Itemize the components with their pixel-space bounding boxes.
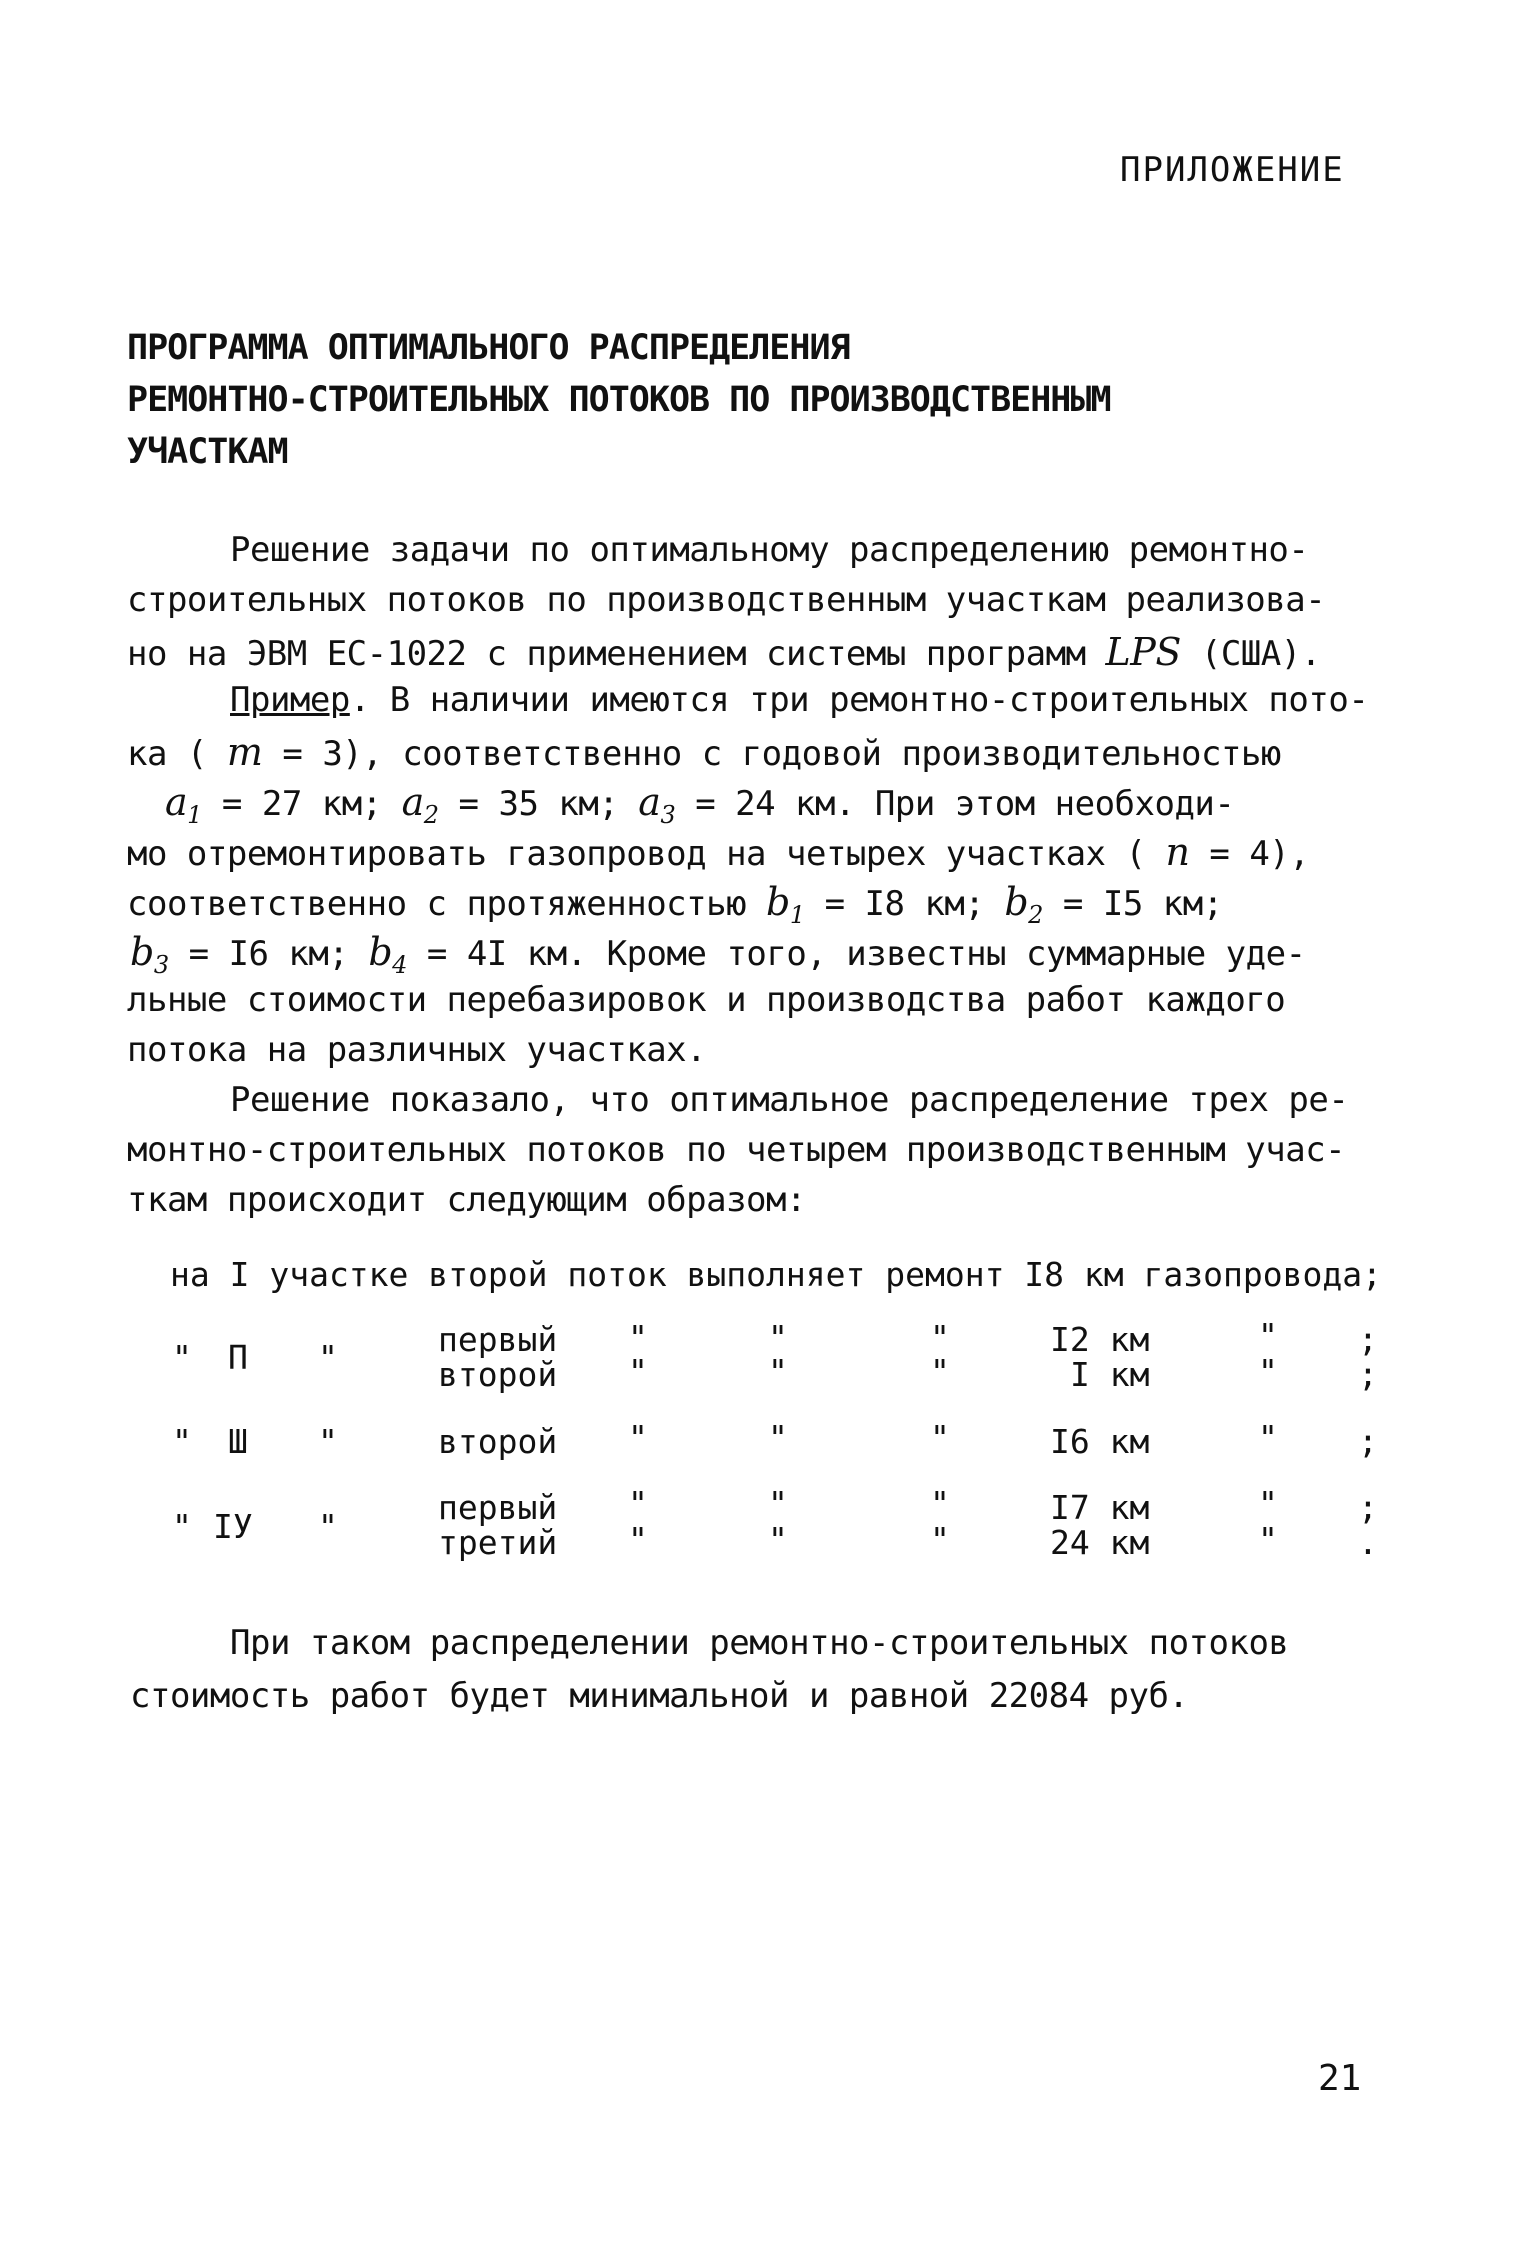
flow-name: третий (438, 1523, 558, 1562)
ditto-mark: " (768, 1418, 788, 1457)
length-value: I км (1070, 1355, 1150, 1394)
row-end-mark: . (1358, 1523, 1378, 1562)
para3-line-2: монтно-строительных потоков по четырем производственным учас- (127, 1130, 1346, 1170)
distribution-first-row: на I участке второй поток выполняет ремонт I8 км газопровода; (170, 1255, 1382, 1294)
ditto-mark: " (930, 1520, 950, 1559)
row-end-mark: ; (1358, 1422, 1378, 1461)
example-label: Пример (230, 680, 350, 720)
ditto-mark: " (768, 1352, 788, 1391)
para2-line-6: $b_3 = I6$ км; $b_4 = 4I$ км. Кроме того, известны суммарные уде- (130, 930, 1306, 979)
para3-line-1: Решение показало, что оптимальное распределение трех ре- (230, 1080, 1349, 1120)
para3-line-3: ткам происходит следующим образом: (127, 1180, 806, 1220)
ditto-mark: " (1258, 1520, 1278, 1559)
ditto-mark: " (628, 1484, 648, 1523)
length-value: I7 км (1050, 1488, 1150, 1527)
para2-line-7: льные стоимости перебазировок и производства работ каждого (127, 980, 1286, 1020)
ditto-mark: " (1258, 1316, 1278, 1355)
title-line-1: ПРОГРАММА ОПТИМАЛЬНОГО РАСПРЕДЕЛЕНИЯ (127, 328, 850, 368)
para1-line-2: строительных потоков по производственным участкам реализова- (127, 580, 1326, 620)
ditto-mark: " (768, 1318, 788, 1357)
section-label: IУ (213, 1507, 253, 1546)
ditto-mark: " (1258, 1484, 1278, 1523)
ditto-mark: " (318, 1338, 338, 1377)
title-line-3: УЧАСТКАМ (127, 432, 288, 472)
ditto-mark: " (628, 1352, 648, 1391)
conclusion-line-1: При таком распределении ремонтно-строительных потоков (230, 1623, 1289, 1663)
conclusion-line-2: стоимость работ будет минимальной и равной 22084 руб. (130, 1676, 1189, 1716)
ditto-mark: " (318, 1507, 338, 1546)
ditto-mark: " (930, 1418, 950, 1457)
m-variable: m (226, 730, 263, 774)
flow-name: первый (438, 1320, 558, 1359)
para2-line-8: потока на различных участках. (127, 1030, 707, 1070)
row-end-mark: ; (1358, 1355, 1378, 1394)
ditto-mark: " (930, 1318, 950, 1357)
page-number: 21 (1318, 2058, 1362, 2099)
para2-line-1: Пример. В наличии имеются три ремонтно-строительных пото- (230, 680, 1369, 720)
flow-name: первый (438, 1488, 558, 1527)
ditto-mark: " (628, 1520, 648, 1559)
lps-variable: LPS (1105, 630, 1181, 674)
row-end-mark: ; (1358, 1488, 1378, 1527)
length-value: 24 км (1050, 1523, 1150, 1562)
section-label: Ш (228, 1422, 248, 1461)
flow-name: второй (438, 1355, 558, 1394)
para2-line-3: $a_1 = 27$ км; $a_2 = 35$ км; $a_3 = 24$ км. При этом необходи- (165, 780, 1235, 829)
para1-line-1: Решение задачи по оптимальному распределению ремонтно- (230, 530, 1309, 570)
n-variable: n (1165, 830, 1190, 874)
ditto-mark: " (318, 1422, 338, 1461)
flow-name: второй (438, 1422, 558, 1461)
ditto-mark: " (628, 1318, 648, 1357)
ditto-mark: " (768, 1484, 788, 1523)
appendix-heading: ПРИЛОЖЕНИЕ (1120, 150, 1345, 190)
ditto-mark: " (172, 1338, 192, 1377)
section-label: П (228, 1338, 248, 1377)
ditto-mark: " (628, 1418, 648, 1457)
para2-line-5: соответственно с протяженностью $b_1 = I8$ км; $b_2 = I5$ км; (127, 880, 1223, 929)
ditto-mark: " (768, 1520, 788, 1559)
ditto-mark: " (1258, 1352, 1278, 1391)
ditto-mark: " (172, 1422, 192, 1461)
length-value: I6 км (1050, 1422, 1150, 1461)
ditto-mark: " (930, 1484, 950, 1523)
para1-line-3: но на ЭВМ ЕС-1022 с применением системы программ LPS (США). (127, 630, 1321, 674)
length-value: I2 км (1050, 1320, 1150, 1359)
row-end-mark: ; (1358, 1320, 1378, 1359)
ditto-mark: " (1258, 1418, 1278, 1457)
ditto-mark: " (930, 1352, 950, 1391)
title-line-2: РЕМОНТНО-СТРОИТЕЛЬНЫХ ПОТОКОВ ПО ПРОИЗВОДСТВЕННЫМ (127, 380, 1111, 420)
para2-line-2: ка ( m = 3), соответственно с годовой производительностью (127, 730, 1281, 774)
ditto-mark: " (172, 1507, 192, 1546)
para2-line-4: мо отремонтировать газопровод на четырех участках ( n = 4), (127, 830, 1310, 874)
